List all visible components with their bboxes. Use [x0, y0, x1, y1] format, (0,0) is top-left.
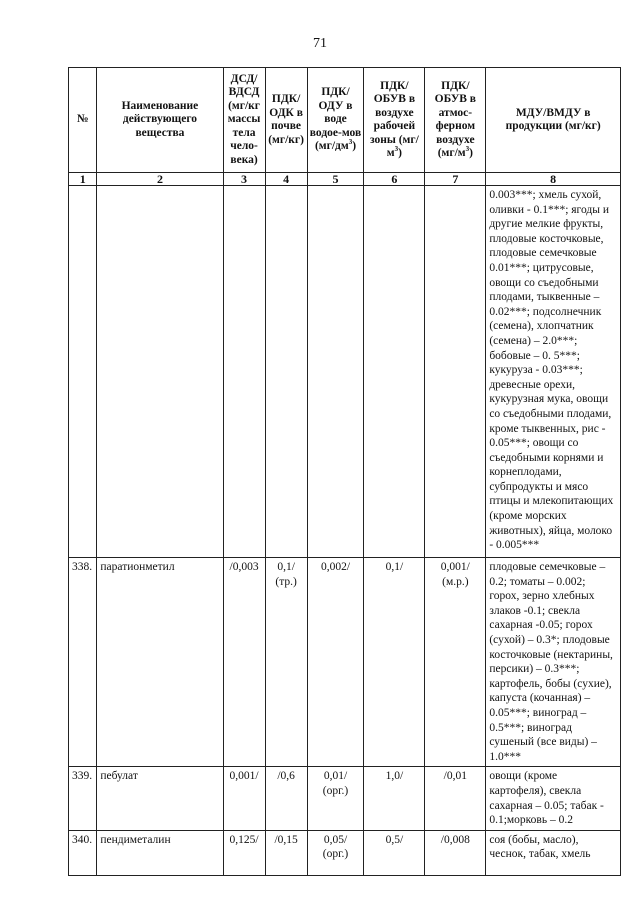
- column-number: 6: [364, 173, 425, 186]
- column-numbers-row: [69, 173, 621, 186]
- header-number: №: [69, 68, 97, 173]
- cell-empty: [364, 186, 425, 558]
- table-row: [69, 830, 621, 875]
- header-pdk-water-sup: 3: [348, 138, 353, 147]
- cell-empty: [223, 186, 265, 558]
- table-row-continuation: [69, 186, 621, 558]
- header-pdk-water: [307, 68, 364, 173]
- cell-pdk-work-air: 0,5/: [364, 830, 425, 875]
- header-pdk-work-air-sup: 3: [394, 145, 399, 154]
- column-number: 5: [307, 173, 364, 186]
- header-pdk-atm-air: [425, 68, 486, 173]
- cell-empty: [69, 186, 97, 558]
- column-number: 7: [425, 173, 486, 186]
- header-pdk-water-text: ПДК/ ОДУ в воде водое-мов (мг/дм: [309, 86, 362, 153]
- cell-dsd: 0,001/: [223, 767, 265, 830]
- cell-empty: [425, 186, 486, 558]
- header-pdk-work-air: [364, 68, 425, 173]
- cell-number: 339.: [69, 767, 97, 830]
- cell-mdu: соя (бобы, масло), чеснок, табак, хмель: [486, 830, 621, 875]
- header-pdk-atm-air-text: ПДК/ ОБУВ в атмос-ферном воздухе (мг/м: [434, 79, 477, 159]
- cell-pdk-water: 0,01/ (орг.): [307, 767, 364, 830]
- column-number: 4: [265, 173, 307, 186]
- header-mdu: МДУ/ВМДУ в продукции (мг/кг): [486, 68, 621, 173]
- regulations-table: [68, 67, 621, 876]
- cell-empty: [97, 186, 223, 558]
- header-pdk-work-air-text: ПДК/ ОБУВ в воздухе рабочей зоны (мг/м: [369, 79, 419, 159]
- cell-pdk-work-air: 0,1/: [364, 558, 425, 767]
- cell-pdk-atm-air: /0,008: [425, 830, 486, 875]
- cell-dsd: 0,125/: [223, 830, 265, 875]
- column-number: 8: [486, 173, 621, 186]
- table-row: [69, 767, 621, 830]
- cell-substance-name: пендиметалин: [97, 830, 223, 875]
- cell-pdk-atm-air: /0,01: [425, 767, 486, 830]
- cell-pdk-work-air: 1,0/: [364, 767, 425, 830]
- cell-number: 340.: [69, 830, 97, 875]
- table-row: [69, 558, 621, 767]
- cell-pdk-soil: /0,6: [265, 767, 307, 830]
- header-substance-name: Наименование действующего вещества: [97, 68, 223, 173]
- cell-pdk-water: 0,002/: [307, 558, 364, 767]
- cell-dsd: /0,003: [223, 558, 265, 767]
- cell-mdu: плодовые семечковые – 0.2; томаты – 0.002; горох, зерно хлебных злаков -0.1; свекла сахарная -0.05; горох (сухой) – 0.3*; плодовые косточковые (нектарины, персики) – 0.3***; картофель, бобы (сухие), капуста (кочанная) – 0.05***; виноград – 0.5***; виноград сушеный (все виды) – 1.0***: [486, 558, 621, 767]
- cell-substance-name: пебулат: [97, 767, 223, 830]
- page-number: 71: [313, 36, 327, 51]
- cell-empty: [307, 186, 364, 558]
- cell-mdu: овощи (кроме картофеля), свекла сахарная – 0.05; табак - 0.1;морковь – 0.2: [486, 767, 621, 830]
- column-number: 1: [69, 173, 97, 186]
- cell-pdk-water: 0,05/ (орг.): [307, 830, 364, 875]
- header-pdk-soil: ПДК/ ОДК в почве (мг/кг): [265, 68, 307, 173]
- table-header-row: [69, 68, 621, 173]
- column-number: 2: [97, 173, 223, 186]
- header-pdk-atm-air-sup: 3: [465, 145, 470, 154]
- cell-pdk-soil: /0,15: [265, 830, 307, 875]
- header-dsd: ДСД/ ВДСД (мг/кг массы тела чело-века): [223, 68, 265, 173]
- cell-mdu: 0.003***; хмель сухой, оливки - 0.1***; ягоды и другие мелкие фрукты, плодовые косточковые, плодовые семечковые 0.01***; цитрусовые, овощи со съедобными плодами, тыквенные – 0.02***; подсолнечник (семена), хлопчатник (семена) – 2.0***; бобовые – 0. 5***; кукуруза - 0.03***; древесные орехи, кукурузная мука, овощи со съедобными плодами, кроме тыквенных, рис - 0.05***; овощи со съедобными корнями и корнеплодами, субпродукты и мясо птицы и млекопитающих (кроме морских животных), яйца, молоко - 0.005***: [486, 186, 621, 558]
- cell-pdk-atm-air: 0,001/ (м.р.): [425, 558, 486, 767]
- header-pdk-work-air-close: ): [398, 147, 402, 159]
- header-pdk-water-close: ): [352, 140, 357, 153]
- cell-number: 338.: [69, 558, 97, 767]
- cell-empty: [265, 186, 307, 558]
- cell-substance-name: паратионметил: [97, 558, 223, 767]
- header-pdk-atm-air-close: ): [469, 147, 473, 159]
- cell-pdk-soil: 0,1/ (тр.): [265, 558, 307, 767]
- column-number: 3: [223, 173, 265, 186]
